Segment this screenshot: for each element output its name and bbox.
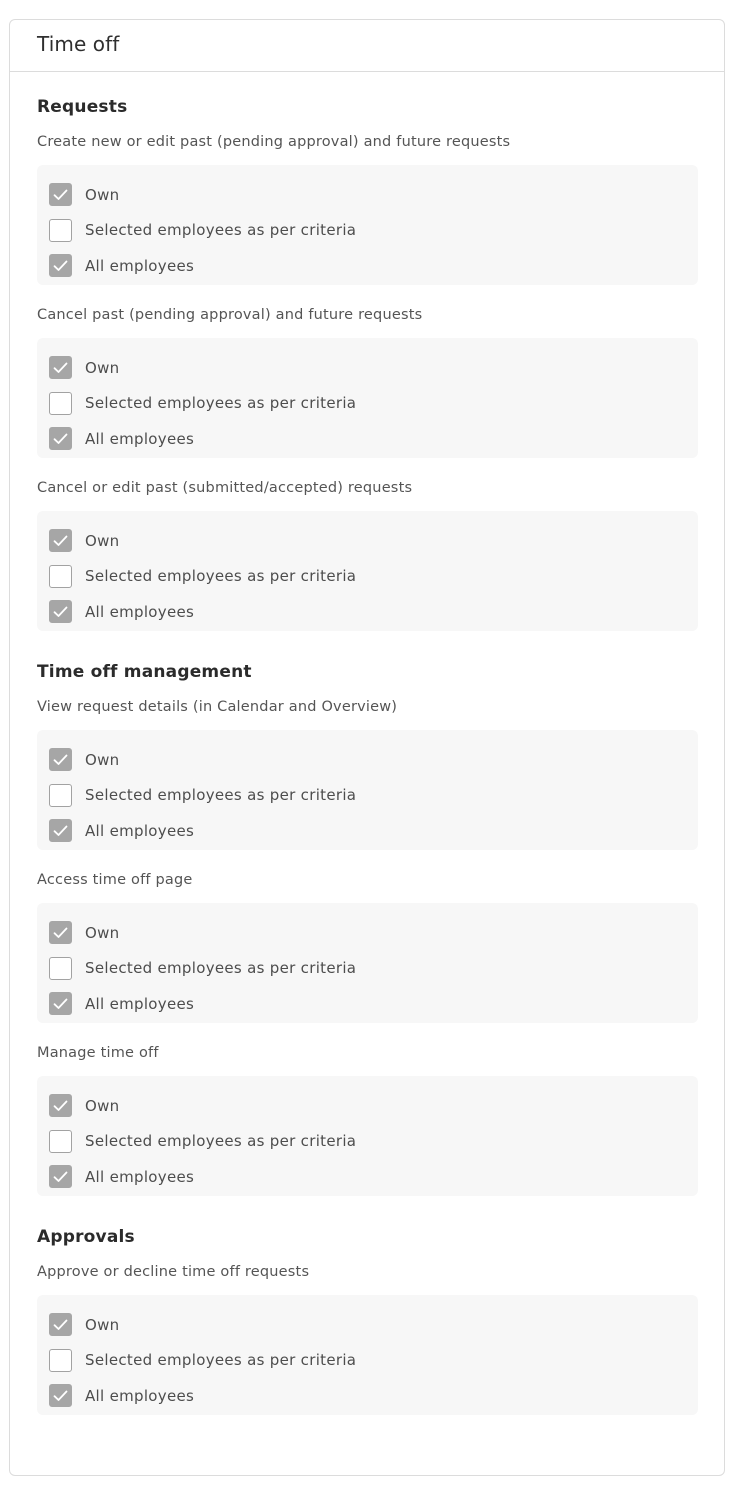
permission-options bbox=[37, 730, 698, 850]
checkbox[interactable] bbox=[49, 1313, 72, 1336]
card-body bbox=[10, 97, 724, 1415]
option-label: All employees bbox=[85, 821, 195, 840]
permission-option[interactable] bbox=[37, 350, 698, 386]
permission-option[interactable] bbox=[37, 1378, 698, 1414]
option-label: Selected employees as per criteria bbox=[85, 1132, 357, 1151]
checkmark-icon bbox=[53, 1319, 68, 1331]
option-label: Selected employees as per criteria bbox=[85, 1351, 357, 1370]
permission-option[interactable] bbox=[37, 386, 698, 422]
permission-option[interactable] bbox=[37, 951, 698, 987]
permission-options bbox=[37, 903, 698, 1023]
permission-label: Approve or decline time off requests bbox=[37, 1264, 310, 1280]
card-header bbox=[10, 20, 724, 72]
option-label: Selected employees as per criteria bbox=[85, 394, 357, 413]
checkbox[interactable] bbox=[49, 992, 72, 1015]
permission-options bbox=[37, 338, 698, 458]
option-label: Selected employees as per criteria bbox=[85, 959, 357, 978]
permission-option[interactable] bbox=[37, 778, 698, 814]
checkbox[interactable] bbox=[49, 565, 72, 588]
checkmark-icon bbox=[53, 754, 68, 766]
checkbox[interactable] bbox=[49, 1165, 72, 1188]
permission-option[interactable] bbox=[37, 559, 698, 595]
option-label: All employees bbox=[85, 602, 195, 621]
option-label: Selected employees as per criteria bbox=[85, 221, 357, 240]
permission-option[interactable] bbox=[37, 1159, 698, 1195]
permission-options bbox=[37, 165, 698, 285]
option-label: All employees bbox=[85, 994, 195, 1013]
permission-label: Access time off page bbox=[37, 872, 193, 888]
checkbox[interactable] bbox=[49, 219, 72, 242]
option-label: Own bbox=[85, 531, 120, 550]
permission-label: Manage time off bbox=[37, 1045, 159, 1061]
option-label: All employees bbox=[85, 1167, 195, 1186]
permission-option[interactable] bbox=[37, 248, 698, 284]
permission-options bbox=[37, 511, 698, 631]
option-label: Own bbox=[85, 1096, 120, 1115]
section-title: Requests bbox=[37, 97, 128, 117]
option-label: All employees bbox=[85, 429, 195, 448]
checkbox[interactable] bbox=[49, 784, 72, 807]
checkbox[interactable] bbox=[49, 921, 72, 944]
permission-option[interactable] bbox=[37, 915, 698, 951]
checkbox[interactable] bbox=[49, 748, 72, 771]
permission-label: Cancel or edit past (submitted/accepted) requests bbox=[37, 480, 413, 496]
permission-options bbox=[37, 1076, 698, 1196]
checkmark-icon bbox=[53, 433, 68, 445]
checkmark-icon bbox=[53, 606, 68, 618]
option-label: Own bbox=[85, 750, 120, 769]
checkmark-icon bbox=[53, 260, 68, 272]
checkbox[interactable] bbox=[49, 1384, 72, 1407]
section-title: Approvals bbox=[37, 1227, 135, 1247]
checkmark-icon bbox=[53, 1390, 68, 1402]
card-title: Time off bbox=[37, 32, 120, 56]
permission-option[interactable] bbox=[37, 742, 698, 778]
option-label: Own bbox=[85, 1315, 120, 1334]
checkbox[interactable] bbox=[49, 183, 72, 206]
checkbox[interactable] bbox=[49, 254, 72, 277]
checkbox[interactable] bbox=[49, 392, 72, 415]
checkmark-icon bbox=[53, 927, 68, 939]
permission-label: View request details (in Calendar and Overview) bbox=[37, 699, 398, 715]
checkbox[interactable] bbox=[49, 356, 72, 379]
checkbox[interactable] bbox=[49, 427, 72, 450]
permission-option[interactable] bbox=[37, 177, 698, 213]
permission-option[interactable] bbox=[37, 813, 698, 849]
permission-option[interactable] bbox=[37, 523, 698, 559]
option-label: Own bbox=[85, 358, 120, 377]
option-label: All employees bbox=[85, 256, 195, 275]
time-off-card bbox=[9, 19, 725, 1476]
option-label: Own bbox=[85, 185, 120, 204]
permission-option[interactable] bbox=[37, 986, 698, 1022]
checkbox[interactable] bbox=[49, 1094, 72, 1117]
permission-option[interactable] bbox=[37, 594, 698, 630]
permission-option[interactable] bbox=[37, 1343, 698, 1379]
checkbox[interactable] bbox=[49, 1349, 72, 1372]
option-label: Own bbox=[85, 923, 120, 942]
checkbox[interactable] bbox=[49, 957, 72, 980]
checkmark-icon bbox=[53, 998, 68, 1010]
option-label: All employees bbox=[85, 1386, 195, 1405]
checkbox[interactable] bbox=[49, 600, 72, 623]
section-title: Time off management bbox=[37, 662, 252, 682]
permission-option[interactable] bbox=[37, 1124, 698, 1160]
permission-option[interactable] bbox=[37, 213, 698, 249]
permission-label: Create new or edit past (pending approval) and future requests bbox=[37, 134, 511, 150]
permission-option[interactable] bbox=[37, 1307, 698, 1343]
permission-label: Cancel past (pending approval) and future requests bbox=[37, 307, 423, 323]
checkbox[interactable] bbox=[49, 1130, 72, 1153]
permission-option[interactable] bbox=[37, 421, 698, 457]
checkmark-icon bbox=[53, 535, 68, 547]
checkmark-icon bbox=[53, 1171, 68, 1183]
checkmark-icon bbox=[53, 1100, 68, 1112]
permission-option[interactable] bbox=[37, 1088, 698, 1124]
checkbox[interactable] bbox=[49, 819, 72, 842]
checkbox[interactable] bbox=[49, 529, 72, 552]
checkmark-icon bbox=[53, 189, 68, 201]
checkmark-icon bbox=[53, 825, 68, 837]
option-label: Selected employees as per criteria bbox=[85, 786, 357, 805]
option-label: Selected employees as per criteria bbox=[85, 567, 357, 586]
checkmark-icon bbox=[53, 362, 68, 374]
permission-options bbox=[37, 1295, 698, 1415]
